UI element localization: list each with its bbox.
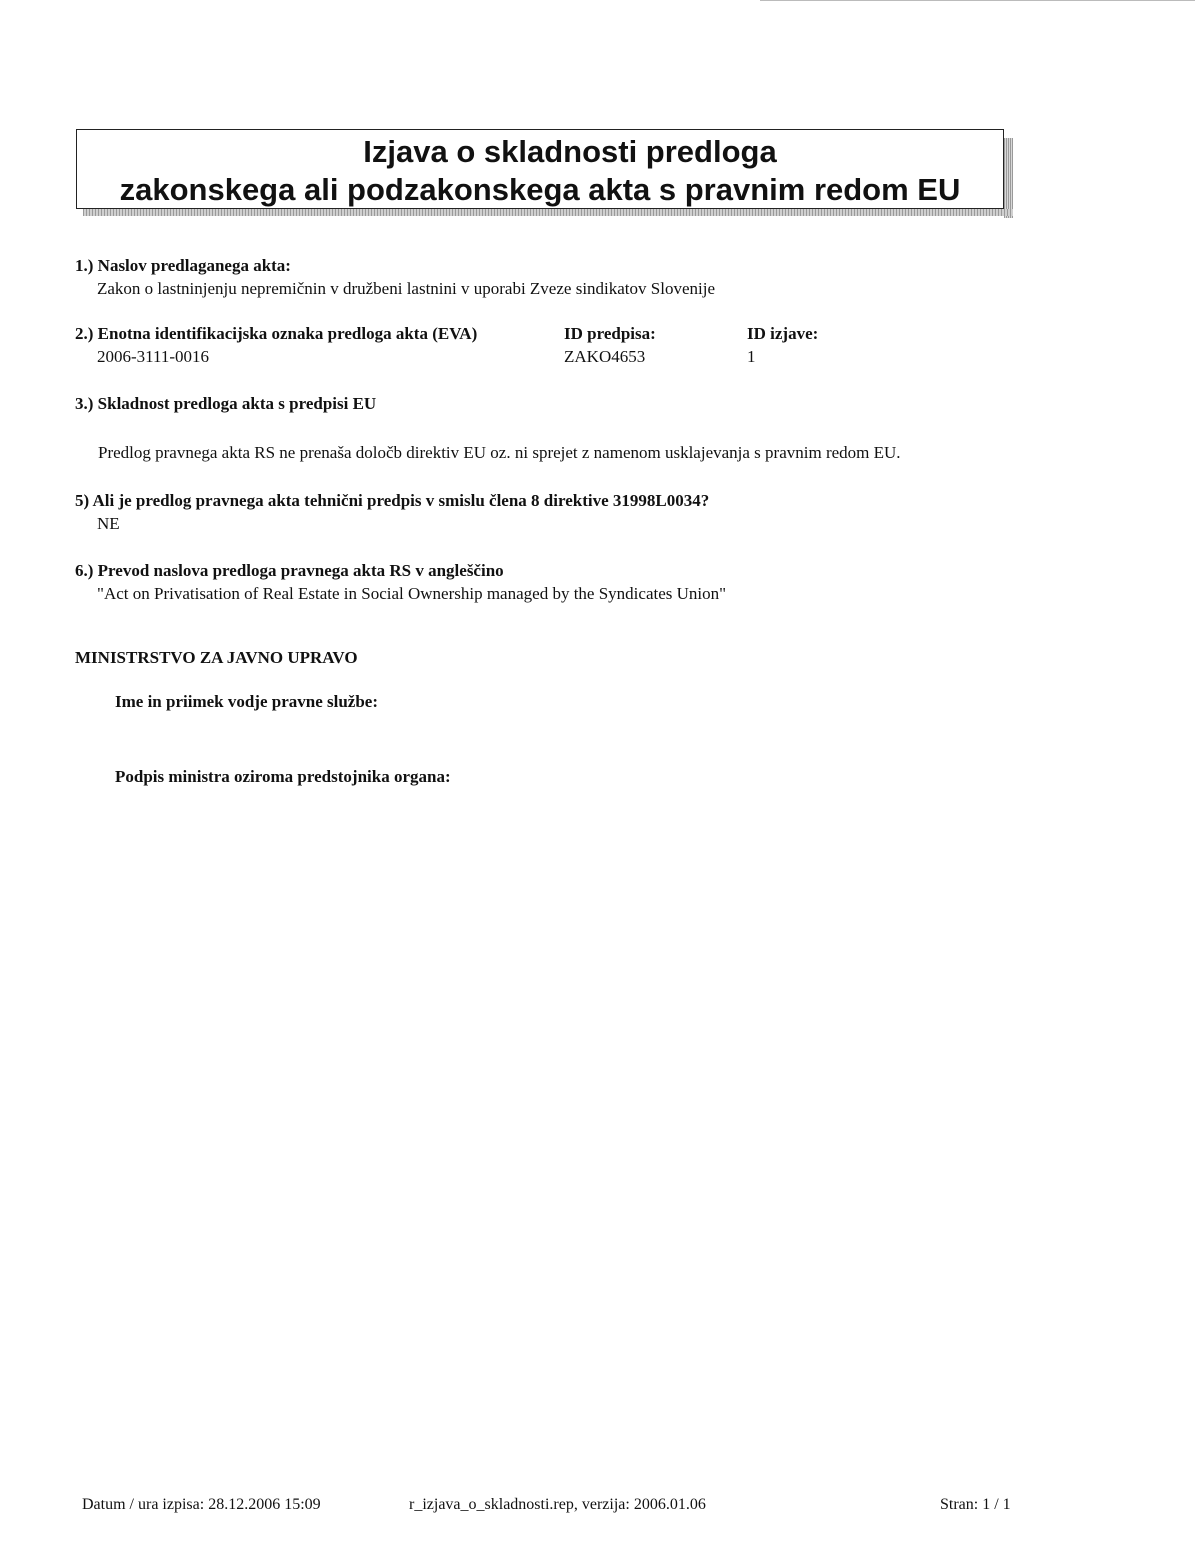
id-predpisa-value: ZAKO4653 — [564, 347, 646, 366]
section-english-title — [75, 559, 726, 605]
document-title-line-1: Izjava o skladnosti predloga — [363, 134, 777, 169]
section-technical-regulation — [75, 489, 709, 535]
section-eu-compliance — [75, 392, 376, 415]
footer-page-number: Stran: 1 / 1 — [940, 1496, 1011, 1513]
id-predpisa-column — [564, 322, 656, 368]
technical-regulation-value: NE — [97, 514, 120, 533]
id-izjave-label: ID izjave: — [747, 324, 819, 343]
ministry-name: MINISTRSTVO ZA JAVNO UPRAVO — [75, 648, 358, 667]
eva-value: 2006-3111-0016 — [97, 347, 210, 366]
technical-regulation-label: 5) Ali je predlog pravnega akta tehnični predpis v smislu člena 8 direktive 31998L0034? — [75, 491, 710, 510]
legal-head-label: Ime in priimek vodje pravne službe: — [115, 692, 379, 711]
id-izjave-column — [747, 322, 818, 368]
title-box-shadow-right — [1004, 138, 1013, 218]
english-title-value: "Act on Privatisation of Real Estate in Social Ownership managed by the Syndicates Union" — [97, 584, 727, 603]
top-rule — [760, 0, 1195, 1]
title-box-shadow-bottom — [83, 209, 1013, 216]
document-title-line-2: zakonskega ali podzakonskega akta s pravnim redom EU — [119, 172, 961, 207]
footer-print-date: Datum / ura izpisa: 28.12.2006 15:09 — [82, 1496, 321, 1513]
section-act-title — [75, 254, 715, 300]
act-title-value: Zakon o lastninjenju nepremičnin v družbeni lastnini v uporabi Zveze sindikatov Slovenije — [97, 279, 715, 298]
eva-label: 2.) Enotna identifikacijska oznaka predloga akta (EVA) — [75, 324, 478, 343]
english-title-label: 6.) Prevod naslova predloga pravnega akta RS v angleščino — [75, 561, 504, 580]
id-izjave-value: 1 — [747, 347, 756, 366]
act-title-label: 1.) Naslov predlaganega akta: — [75, 256, 291, 275]
minister-signature-label: Podpis ministra oziroma predstojnika organa: — [115, 767, 451, 786]
footer-report-version: r_izjava_o_skladnosti.rep, verzija: 2006.01.06 — [409, 1496, 706, 1513]
eva-column — [75, 322, 477, 368]
eu-compliance-value: Predlog pravnega akta RS ne prenaša določb direktiv EU oz. ni sprejet z namenom usklajevanja s pravnim redom EU. — [98, 443, 901, 462]
eu-compliance-label: 3.) Skladnost predloga akta s predpisi EU — [75, 394, 377, 413]
id-predpisa-label: ID predpisa: — [564, 324, 656, 343]
title-box — [76, 129, 1004, 209]
